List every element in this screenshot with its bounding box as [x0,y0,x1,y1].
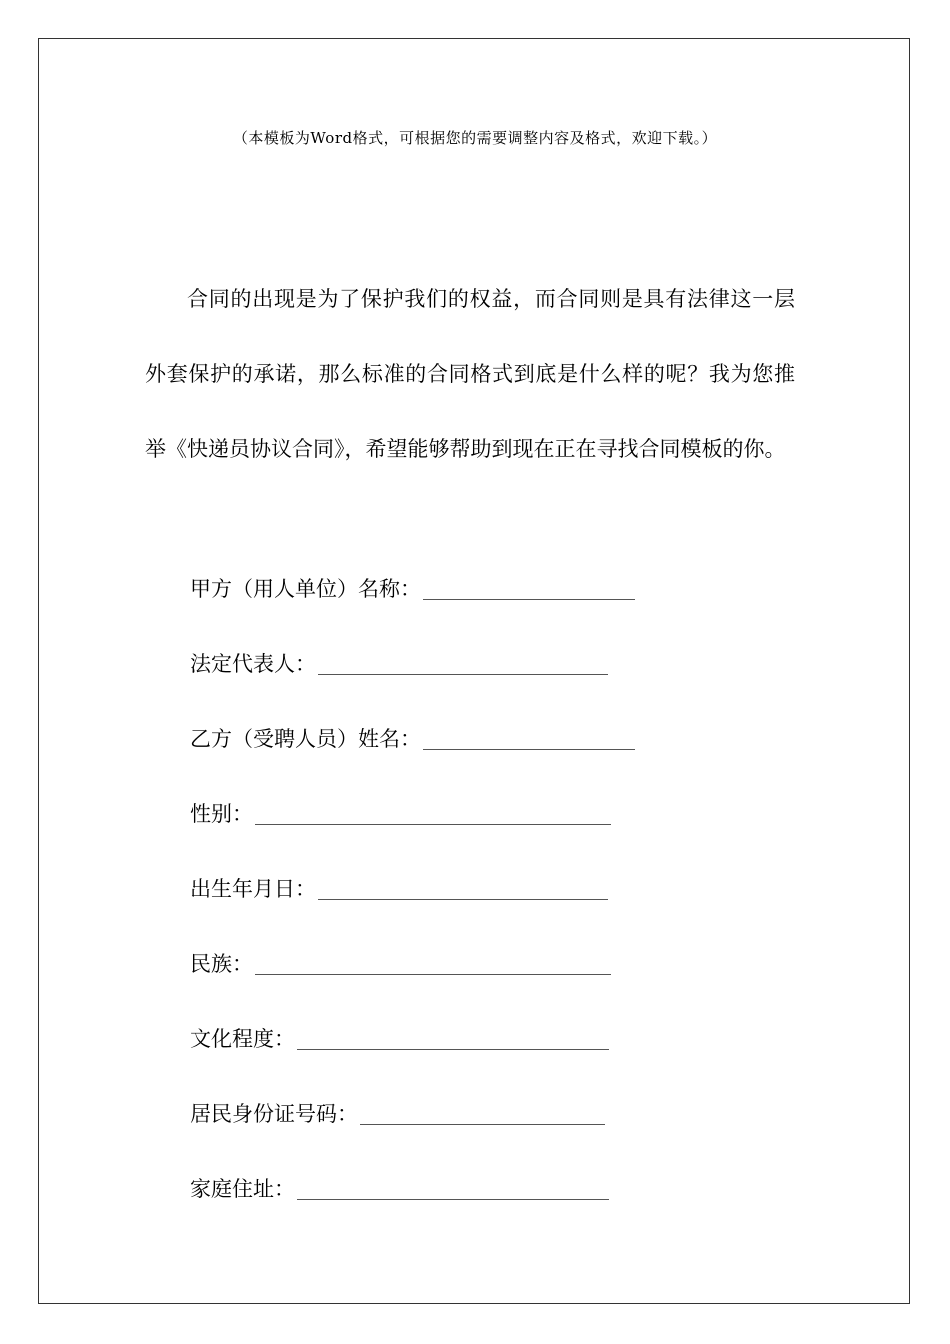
fill-in-line[interactable] [423,579,635,600]
field-label: 文化程度： [190,1027,295,1051]
field-education [190,1019,609,1059]
template-note: （本模板为Word格式，可根据您的需要调整内容及格式，欢迎下载。） [232,129,718,147]
field-legal-representative [190,644,608,684]
field-label: 居民身份证号码： [190,1102,358,1126]
field-home-address [190,1169,609,1209]
fill-in-line[interactable] [318,879,608,900]
field-label: 出生年月日： [190,877,316,901]
field-label: 法定代表人： [190,652,316,676]
fill-in-line[interactable] [318,654,608,675]
intro-paragraph: 合同的出现是为了保护我们的权益，而合同则是具有法律这一层外套保护的承诺，那么标准的合同格式到底是什么样的呢？我为您推举《快递员协议合同》，希望能够帮助到现在正在寻找合同模板的你。 [145,287,795,461]
field-label: 家庭住址： [190,1177,295,1201]
fill-in-line[interactable] [297,1029,609,1050]
field-label: 甲方（用人单位）名称： [190,577,421,601]
field-gender [190,794,611,834]
fill-in-line[interactable] [297,1179,609,1200]
field-label: 民族： [190,952,253,976]
field-birth-date [190,869,608,909]
fill-in-line[interactable] [255,804,611,825]
field-party-b-name [190,719,635,759]
fill-in-line[interactable] [360,1104,605,1125]
field-label: 性别： [190,802,253,826]
field-ethnicity [190,944,611,984]
fill-in-line[interactable] [255,954,611,975]
field-id-number [190,1094,605,1134]
field-party-a-name [190,569,635,609]
fill-in-line[interactable] [423,729,635,750]
field-label: 乙方（受聘人员）姓名： [190,727,421,751]
